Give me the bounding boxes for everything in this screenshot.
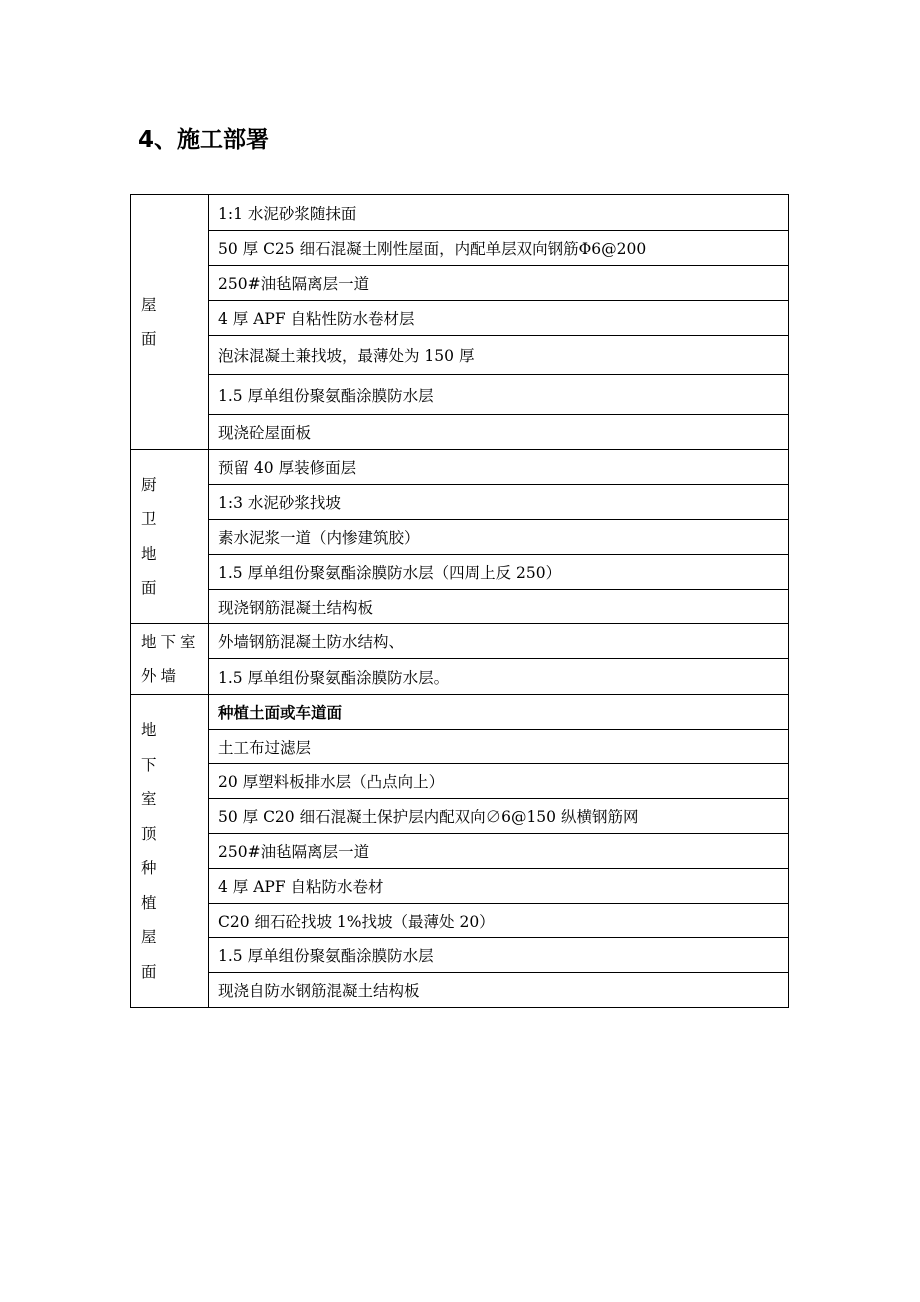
layer-cell: C20 细石砼找坡 1%找坡（最薄处 20） — [209, 904, 789, 938]
layer-cell: 4 厚 APF 自粘性防水卷材层 — [209, 301, 789, 336]
section-label-char: 顶 — [141, 824, 157, 843]
section-label-char: 下 — [141, 755, 157, 774]
table-row — [131, 301, 789, 336]
section-label-char: 面 — [141, 579, 157, 597]
section-label-roof — [131, 195, 209, 450]
section-label-char: 厨 — [141, 475, 157, 494]
table-row — [131, 834, 789, 869]
section-label-char: 植 — [141, 893, 157, 912]
layer-cell: 50 厚 C25 细石混凝土刚性屋面，内配单层双向钢筋Φ6@200 — [209, 231, 789, 266]
table-row — [131, 938, 789, 973]
section-label-char: 屋 — [141, 295, 157, 314]
layer-cell: 1.5 厚单组份聚氨酯涂膜防水层 — [209, 938, 789, 973]
table-row — [131, 195, 789, 231]
table-row — [131, 624, 789, 659]
layer-cell: 1.5 厚单组份聚氨酯涂膜防水层（四周上反 250） — [209, 555, 789, 590]
layer-cell: 1.5 厚单组份聚氨酯涂膜防水层 — [209, 375, 789, 415]
table-row — [131, 375, 789, 415]
section-label-char: 卫 — [141, 510, 157, 528]
table-row — [131, 869, 789, 904]
section-label-char: 种 — [141, 859, 157, 877]
section-label-char: 面 — [141, 330, 157, 348]
section-label-line: 外墙 — [141, 667, 181, 685]
table-row — [131, 904, 789, 938]
layer-cell: 20 厚塑料板排水层（凸点向上） — [209, 764, 789, 799]
layer-cell: 现浇砼屋面板 — [209, 415, 789, 450]
layer-cell: 250#油毡隔离层一道 — [209, 834, 789, 869]
layer-cell: 素水泥浆一道（内惨建筑胶） — [209, 520, 789, 555]
table-row — [131, 764, 789, 799]
layer-cell: 1:3 水泥砂浆找坡 — [209, 485, 789, 520]
section-label-basement-roof-planting — [131, 695, 209, 1008]
table-row — [131, 266, 789, 301]
section-label-kitchen-bath-floor — [131, 450, 209, 624]
page-title: 4、施工部署 — [138, 127, 270, 153]
layer-cell: 现浇自防水钢筋混凝土结构板 — [209, 973, 789, 1008]
table-row — [131, 231, 789, 266]
section-label-char: 地 — [141, 721, 157, 739]
table-row — [131, 336, 789, 375]
section-label-char: 室 — [141, 790, 157, 808]
layer-cell: 4 厚 APF 自粘防水卷材 — [209, 869, 789, 904]
layer-cell: 外墙钢筋混凝土防水结构、 — [209, 624, 789, 659]
section-label-char: 地 — [141, 544, 157, 563]
table-row — [131, 415, 789, 450]
section-label-char: 屋 — [141, 928, 157, 946]
table-row — [131, 450, 789, 485]
table-row — [131, 973, 789, 1008]
section-label-char: 面 — [141, 962, 157, 981]
construction-layers-table — [130, 194, 789, 1008]
table-row — [131, 555, 789, 590]
table-row — [131, 520, 789, 555]
section-label-line: 地下室 — [141, 632, 200, 651]
table-row — [131, 799, 789, 834]
table-row — [131, 695, 789, 730]
table-row — [131, 659, 789, 695]
layer-cell: 土工布过滤层 — [209, 730, 789, 764]
layer-cell: 现浇钢筋混凝土结构板 — [209, 590, 789, 624]
layer-cell: 种植土面或车道面 — [209, 695, 789, 730]
layer-cell: 1:1 水泥砂浆随抹面 — [209, 195, 789, 231]
table-row — [131, 730, 789, 764]
table-row — [131, 590, 789, 624]
section-label-basement-wall — [131, 624, 209, 695]
layer-cell: 250#油毡隔离层一道 — [209, 266, 789, 301]
layer-cell: 50 厚 C20 细石混凝土保护层内配双向∅6@150 纵横钢筋网 — [209, 799, 789, 834]
table-row — [131, 485, 789, 520]
layer-cell: 泡沫混凝土兼找坡，最薄处为 150 厚 — [209, 336, 789, 375]
layer-cell: 1.5 厚单组份聚氨酯涂膜防水层。 — [209, 659, 789, 695]
layer-cell: 预留 40 厚装修面层 — [209, 450, 789, 485]
